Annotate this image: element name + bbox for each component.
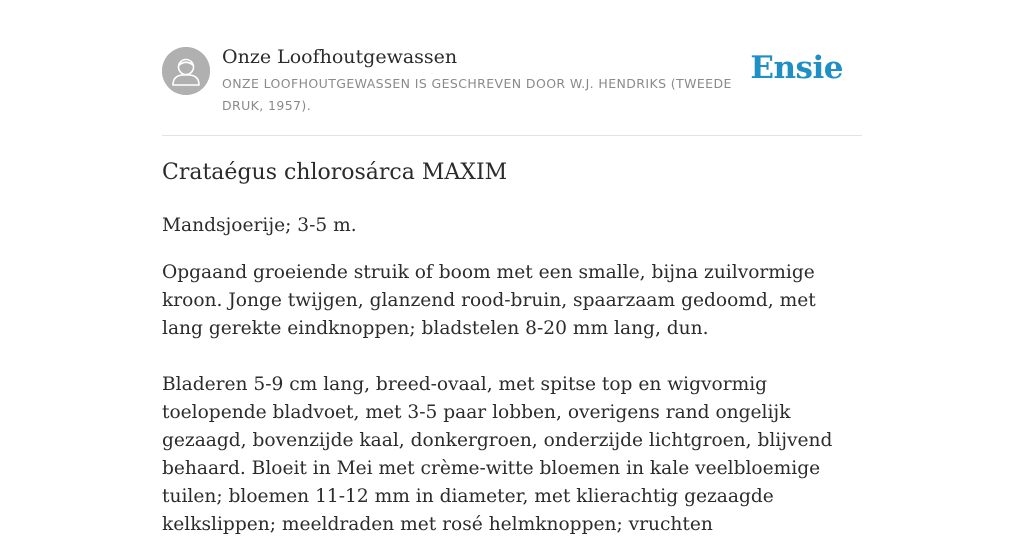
article-title: Crataégus chlorosárca MAXIM xyxy=(162,160,508,185)
article-body xyxy=(162,212,862,539)
ensie-logo[interactable]: Ensie xyxy=(750,50,843,86)
book-header xyxy=(162,0,862,136)
paragraph-spacer xyxy=(162,343,862,371)
page xyxy=(162,0,862,535)
article-paragraph-1: Opgaand groeiende struik of boom met een smalle, bijna zuilvormige kroon. Jonge twijgen, glanzend rood-bruin, spaarzaam gedoomd, met lang gerekte eindknoppen; bladstelen 8-20 mm lang, dun. xyxy=(162,262,816,339)
article-origin: Mandsjoerije; 3-5 m. xyxy=(162,215,357,236)
article-paragraph-2: Bladeren 5-9 cm lang, breed-ovaal, met spitse top en wigvormig toelopende bladvoet, met 3-5 paar lobben, overigens rand ongelijk gezaagd, bovenzijde kaal, donkergroen, onderzijde lichtgroen, blijvend behaard. Bloeit in Mei met crème-witte bloemen in kale veelbloemige tuilen; bloemen 11-12 mm in diameter, met klierachtig gezaagde kelkslippen; meeldraden met rosé helmknoppen; vruchten xyxy=(162,374,833,535)
book-description: ONZE LOOFHOUTGEWASSEN IS GESCHREVEN DOOR W.J. HENDRIKS (TWEEDE DRUK, 1957). xyxy=(222,76,732,113)
user-avatar-icon[interactable] xyxy=(162,47,210,95)
book-title[interactable]: Onze Loofhoutgewassen xyxy=(222,46,458,68)
